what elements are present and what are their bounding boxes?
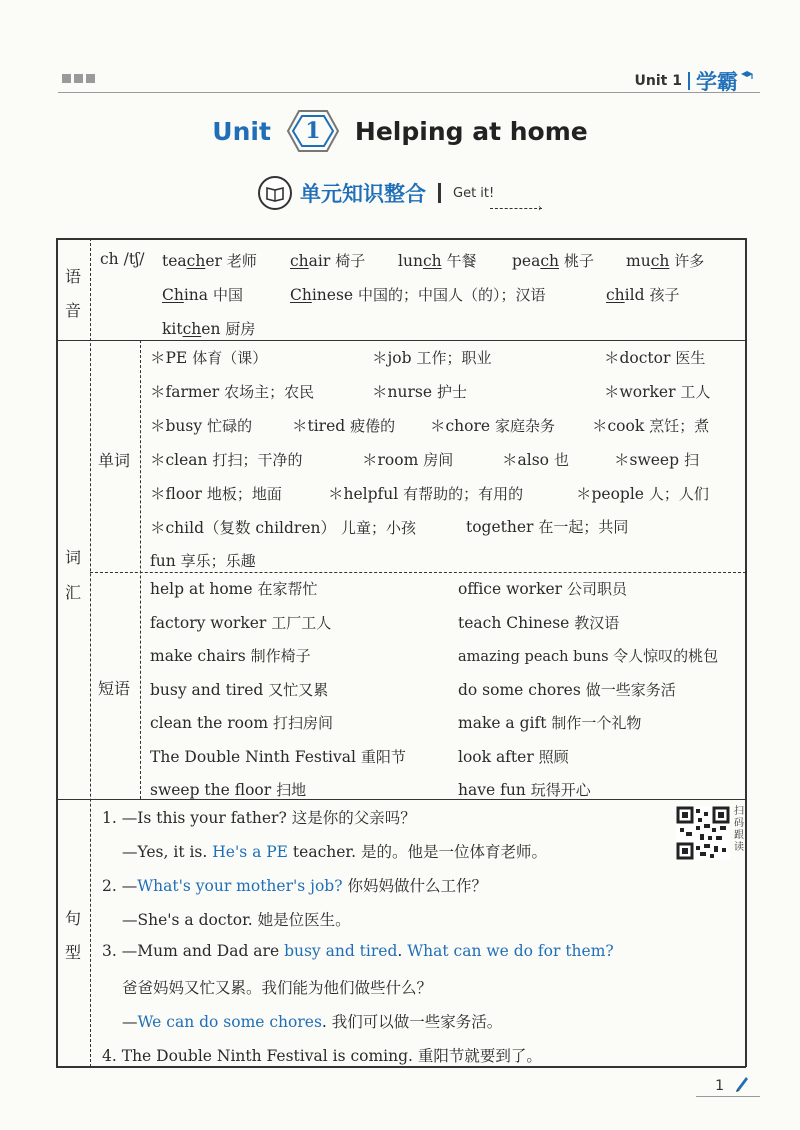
word-item: ＊helpful 有帮助的；有用的 (328, 485, 524, 503)
phrase-item: make a gift 制作一个礼物 (458, 714, 642, 732)
section-dash (490, 208, 542, 209)
header-unit-label: Unit 1 (634, 73, 682, 89)
sentence-4: 4. The Double Ninth Festival is coming. 重阳节就要到了。 (102, 1047, 542, 1065)
category-words: 单词 (98, 451, 131, 470)
title-unit-word: Unit (212, 116, 271, 146)
phonics-word: lunch 午餐 (398, 252, 477, 270)
word-item: ＊chore 家庭杂务 (430, 417, 556, 435)
phrase-item: make chairs 制作椅子 (150, 647, 311, 665)
arrow-right-icon: › (538, 203, 542, 214)
word-item: ＊doctor 医生 (604, 349, 706, 367)
word-item: ＊also 也 (502, 451, 569, 469)
sentence-1-question: 1. —Is this your father? 这是你的父亲吗？ (102, 809, 416, 827)
category-pronunciation-2: 音 (64, 301, 81, 320)
word-item: ＊cook 烹饪；煮 (592, 417, 710, 435)
word-item: ＊worker 工人 (604, 383, 711, 401)
page-title: Helping at home (354, 116, 588, 146)
phonics-word: teacher 老师 (162, 252, 257, 270)
header-divider (688, 72, 690, 90)
phrase-item: clean the room 打扫房间 (150, 714, 333, 732)
phrase-item: busy and tired 又忙又累 (150, 680, 329, 699)
footer-rule (696, 1096, 760, 1097)
word-item: ＊child（复数 children） 儿童；小孩 (150, 519, 416, 537)
word-item: ＊busy 忙碌的 (150, 417, 253, 435)
section-separator (438, 183, 441, 203)
unit-number-badge (285, 108, 341, 154)
phonics-word: China 中国 (162, 286, 243, 304)
phrase-item: The Double Ninth Festival 重阳节 (150, 747, 406, 766)
sentence-1-answer: —Yes, it is. He's a PE teacher. 是的。他是一位体育老师。 (122, 843, 547, 861)
word-item: together 在一起；共同 (466, 518, 629, 536)
phonics-sound: ch /tʃ/ (100, 250, 145, 268)
sentence-2-answer: —She's a doctor. 她是位医生。 (122, 911, 351, 929)
word-item: ＊clean 打扫；干净的 (150, 451, 303, 469)
pen-icon (734, 1074, 750, 1092)
qr-code-icon[interactable] (676, 806, 730, 860)
word-item: ＊tired 疲倦的 (292, 417, 396, 435)
word-item: ＊nurse 护士 (372, 383, 467, 401)
phrase-item: do some chores 做一些家务活 (458, 680, 676, 699)
category-pronunciation-1: 语 (64, 267, 81, 286)
category-sentences-1: 句 (64, 909, 81, 928)
category-phrases: 短语 (98, 679, 131, 698)
category-sentences-2: 型 (64, 943, 81, 962)
phrase-item: teach Chinese 教汉语 (458, 613, 620, 632)
graduation-cap-icon (740, 69, 754, 83)
phrase-item: help at home 在家帮忙 (150, 580, 318, 598)
phonics-word: peach 桃子 (512, 252, 594, 270)
section-subtitle: Get it! (453, 185, 495, 201)
phrase-item: factory worker 工厂工人 (150, 613, 332, 632)
phonics-word: Chinese 中国的；中国人（的）；汉语 (290, 286, 546, 304)
category-vocabulary-2: 汇 (64, 583, 81, 602)
sentence-3-question: 3. —Mum and Dad are busy and tired. What can we do for them? (102, 942, 614, 960)
sentence-3-answer: —We can do some chores. 我们可以做一些家务活。 (122, 1013, 503, 1031)
phonics-word: chair 椅子 (290, 252, 366, 270)
phonics-word: child 孩子 (606, 286, 680, 304)
word-item: ＊farmer 农场主；农民 (150, 383, 315, 401)
sentence-3-translation: 爸爸妈妈又忙又累。我们能为他们做些什么？ (122, 979, 433, 997)
brand-logo: 学霸 (696, 70, 738, 94)
word-item: ＊room 房间 (362, 451, 454, 469)
phrase-item: have fun 玩得开心 (458, 781, 591, 799)
section-header (258, 176, 494, 210)
word-item: ＊job 工作；职业 (372, 349, 492, 367)
phonics-word: kitchen 厨房 (162, 320, 256, 338)
word-item: ＊sweep 扫 (614, 451, 699, 469)
unit-title (0, 108, 800, 154)
category-vocabulary-1: 词 (64, 548, 81, 567)
phrase-item: look after 照顾 (458, 747, 569, 766)
header-right (635, 66, 754, 96)
word-item: ＊floor 地板；地面 (150, 485, 282, 503)
phrase-item: office worker 公司职员 (458, 580, 628, 598)
unit-number: 1 (305, 118, 321, 144)
phonics-word: much 许多 (626, 252, 705, 270)
section-title: 单元知识整合 (300, 182, 426, 206)
word-item: ＊people 人；人们 (576, 485, 709, 503)
word-item: ＊PE 体育（课） (150, 349, 268, 367)
qr-caption: 扫 码 跟 读 (734, 806, 744, 853)
word-item: fun 享乐；乐趣 (150, 552, 256, 570)
header-decoration (62, 74, 95, 83)
page-number: 1 (715, 1078, 724, 1094)
sentence-2-question: 2. —What's your mother's job? 你妈妈做什么工作？ (102, 877, 487, 895)
phrase-item: sweep the floor 扫地 (150, 781, 307, 799)
phrase-item: amazing peach buns 令人惊叹的桃包 (458, 647, 719, 665)
book-icon (258, 176, 292, 210)
